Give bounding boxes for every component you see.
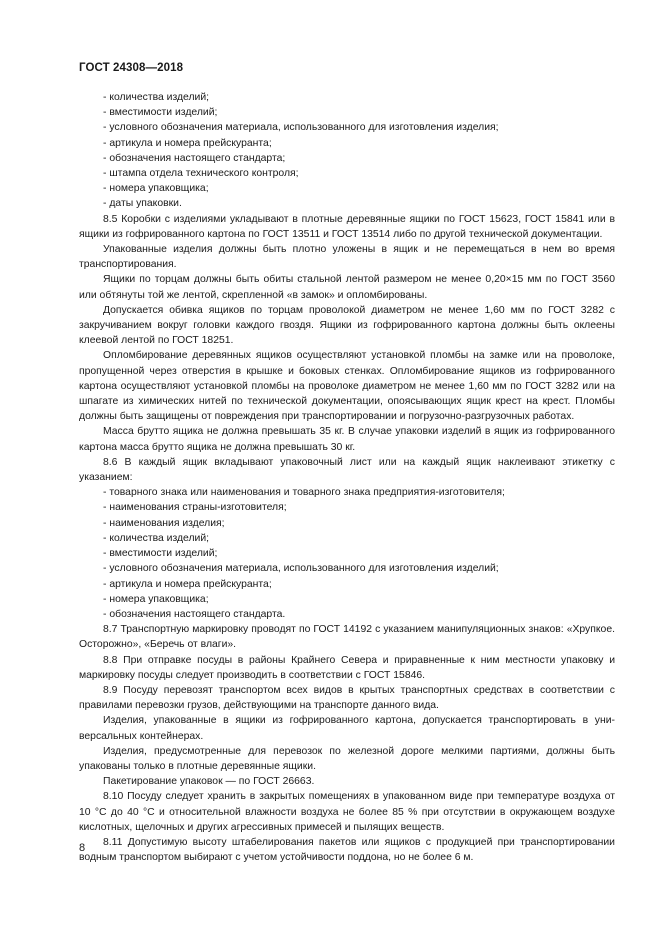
list-item: - вместимости изделий; (103, 107, 218, 119)
list-item: - штампа отдела технического контроля; (103, 168, 299, 180)
list-item: - наименования страны-изготовителя; (103, 502, 287, 514)
list-item: - обозначения настоящего стандарта. (103, 608, 286, 620)
paragraph: Опломбирование деревянных ящиков осуществляют установкой пломбы на замке или на проволоке, пропущенной через отверстия в крышке и боковых стенках. Опломбирование ящиков из гофрированного картона осуществляют установкой пломбы на проволоке диаметром не менее 1,60 мм по ГОСТ 3282 или на шпагате из химических нитей по технической документации, опоясывающих ящик крест на крест. Пломбы должны быть защищены от повреждения при транспортировании и погрузочно-разгрузочных работах. (79, 350, 615, 423)
list-item: - наименования изделия; (103, 517, 225, 529)
paragraph: Изделия, предусмотренные для перевозок по железной дороге мелкими партиями, должны быть упакованы только в плотные деревянные ящики. (79, 745, 615, 772)
paragraph: 8.9 Посуду перевозят транспортом всех видов в крытых транспортных средствах в соответствии с правилами перевозки грузов, действующими на транспорте данного вида. (79, 684, 615, 712)
document-body (79, 90, 615, 865)
paragraph: Масса брутто ящика не должна превышать 35 кг. В случае упаковки изделий в ящик из гофрированного картона масса брутто ящика не должна превышать 30 кг. (79, 426, 615, 453)
list-item: - артикула и номера прейскуранта; (103, 137, 272, 149)
page-number: 8 (79, 842, 86, 854)
list-item: - даты упаковки. (103, 198, 182, 210)
paragraph: Ящики по торцам должны быть обиты стальной лентой размером не менее 0,20×15 мм по ГОСТ 3560 или обтянуты той же лентой, скрепленной «в замок» и опломбированы. (79, 274, 615, 301)
list-item: - обозначения настоящего стандарта; (103, 152, 286, 164)
paragraph: Пакетирование упаковок — по ГОСТ 26663. (103, 776, 315, 788)
paragraph: 8.10 Посуду следует хранить в закрытых помещениях в упакованном виде при температуре воздуха от 10 °С до 40 °С и относительной влажности воздуха не более 85 % при отсутствии в окружающем воздухе кислотных, щелочных и других агрессивных примесей и пылящих веществ. (79, 791, 615, 833)
list-item: - количества изделий; (103, 532, 210, 544)
list-item: - товарного знака или наименования и товарного знака предприятия-изготовителя; (103, 487, 505, 499)
paragraph: 8.11 Допустимую высоту штабелирования пакетов или ящиков с продукцией при транспортировании водным транспортом выбирают с учетом устойчивости поддона, но не более 6 м. (79, 836, 615, 864)
paragraph: Допускается обивка ящиков по торцам проволокой диаметром не менее 1,60 мм по ГОСТ 3282 с закручиванием вокруг головки каждого гвоздя. Ящики из гофрированного картона должны быть оклеены клеевой лентой по ГОСТ 18251. (79, 304, 615, 347)
list-item: - условного обозначения материала, использованного для изготовления изделий; (103, 563, 499, 575)
paragraph: 8.7 Транспортную маркировку проводят по ГОСТ 14192 с указанием манипуляционных знаков: «Хрупкое. Осторожно», «Беречь от влаги». (79, 624, 615, 651)
paragraph: 8.8 При отправке посуды в районы Крайнего Севера и приравненные к ним местности упаковку и маркировку посуды следует производить в соответствии с ГОСТ 15846. (79, 654, 615, 681)
paragraph: Упакованные изделия должны быть плотно уложены в ящик и не перемещаться в нем во время транспортирования. (79, 244, 615, 271)
paragraph: Изделия, упакованные в ящики из гофрированного картона, допускается транспортировать в универсальных контейнерах. (79, 715, 615, 742)
document-header: ГОСТ 24308—2018 (79, 62, 184, 74)
list-item: - условного обозначения материала, использованного для изготовления изделия; (103, 122, 499, 134)
list-item: - количества изделий; (103, 92, 210, 103)
paragraph: 8.6 В каждый ящик вкладывают упаковочный лист или на каждый ящик наклеивают этикетку с указанием: (79, 456, 615, 484)
paragraph: 8.5 Коробки с изделиями укладывают в плотные деревянные ящики по ГОСТ 15623, ГОСТ 15841 или в ящики из гофрированного картона по ГОСТ 13511 и ГОСТ 13514 либо по другой технической документации. (79, 213, 615, 240)
list-item: - номера упаковщика; (103, 183, 209, 195)
list-item: - артикула и номера прейскуранта; (103, 578, 272, 590)
list-item: - вместимости изделий; (103, 548, 218, 560)
list-item: - номера упаковщика; (103, 593, 209, 605)
